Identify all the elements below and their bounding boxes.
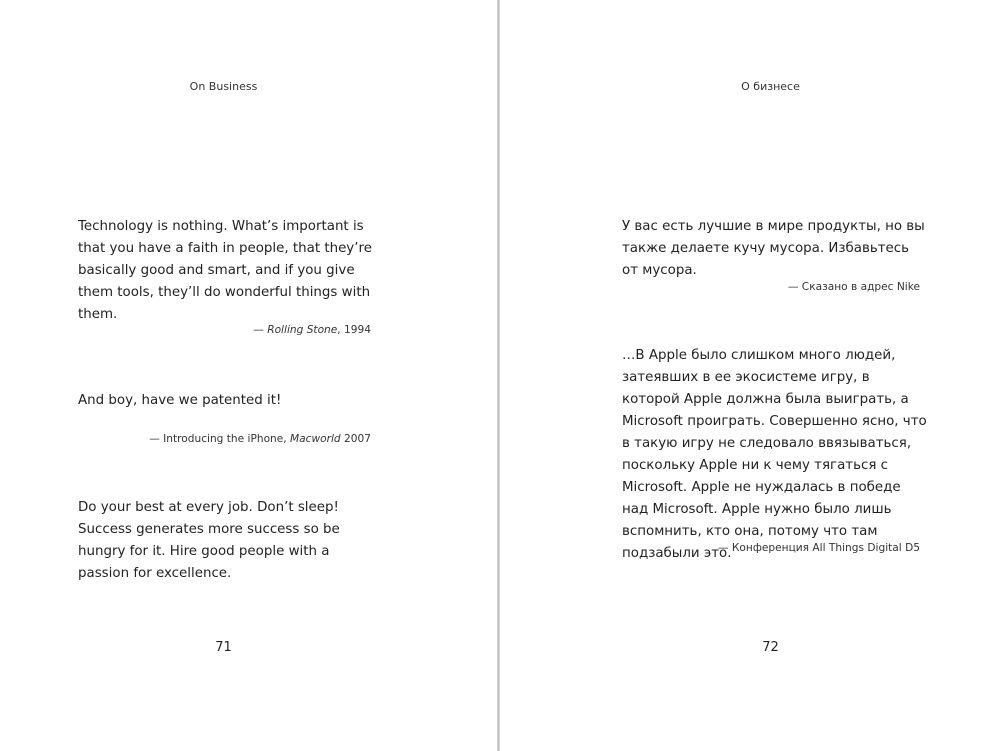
attribution-suffix: , 1994: [337, 324, 371, 336]
attribution-source: Macworld: [290, 433, 341, 445]
page-number-left: 71: [215, 640, 232, 655]
right-page: [500, 0, 1000, 751]
quote-text: And boy, have we patented it!: [78, 393, 282, 408]
quote-text: Technology is nothing. What’s important is that you have a faith in people, that they’re basically good and smart, and if you give them tools, they’ll do wonderful things with them.: [78, 219, 372, 322]
running-head-left: On Business: [189, 80, 258, 93]
attribution-prefix: —: [253, 324, 268, 336]
running-head-right: О бизнесе: [741, 80, 800, 93]
quote-text: У вас есть лучшие в мире продукты, но вы также делаете кучу мусора. Избавьтесь от мусора.: [622, 219, 925, 278]
quote-text: Do your best at every job. Don’t sleep! Success generates more success so be hungry for it. Hire good people with a passion for excellence.: [78, 500, 340, 581]
attribution-suffix: 2007: [340, 433, 371, 445]
page-number-right: 72: [762, 640, 779, 655]
left-page: [0, 0, 497, 751]
quote-attribution: — Сказано в адрес Nike: [787, 281, 920, 293]
quote-attribution: — Конференция All Things Digital D5: [717, 542, 920, 554]
attribution-prefix: — Introducing the iPhone,: [149, 433, 291, 445]
quote-text: …В Apple было слишком много людей, затеявших в ее экосистеме игру, в которой Apple должна была выиграть, а Microsoft проиграть. Совершенно ясно, что в такую игру не следовало ввязываться, поскольку Apple ни к чему тягаться с Microsoft. Apple не нуждалась в победе над Microsoft. Apple нужно было лишь вспомнить, кто она, потому что там подзабыли это.: [622, 348, 927, 561]
quote-attribution: [78, 324, 371, 336]
attribution-source: Rolling Stone: [267, 324, 338, 336]
quote-attribution: [78, 433, 371, 445]
